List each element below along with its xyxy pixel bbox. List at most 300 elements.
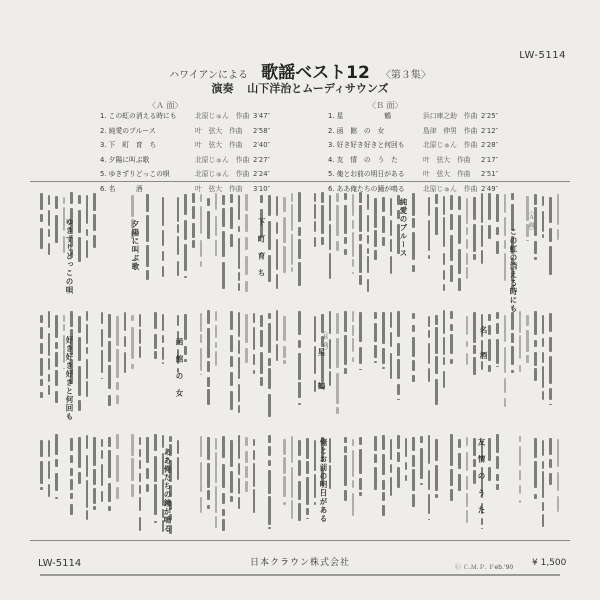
lyric-text-stroke <box>466 510 469 523</box>
lyric-text-stroke <box>466 452 469 471</box>
lyric-text-stroke <box>78 237 81 262</box>
lyric-text-stroke <box>169 436 172 442</box>
lyric-text-stroke <box>260 315 263 327</box>
lyric-text-column <box>524 188 531 540</box>
lyric-text-stroke <box>428 494 431 514</box>
lyric-text-stroke <box>78 400 81 411</box>
lyric-text-stroke <box>298 227 301 237</box>
lyric-heading: 函 館 の 女 <box>175 338 184 398</box>
lyric-text-stroke <box>336 241 339 251</box>
lyric-text-stroke <box>488 314 491 321</box>
lyric-text-stroke <box>48 243 51 255</box>
lyric-text-stroke <box>298 192 301 222</box>
lyric-text-stroke <box>55 391 58 403</box>
lyric-text-stroke <box>428 197 431 216</box>
lyric-text-stroke <box>40 343 43 353</box>
lyric-text-stroke <box>542 315 545 334</box>
lyric-text-stroke <box>549 438 552 455</box>
track-title: ああ俺たちの鐘が鳴る <box>336 184 405 193</box>
lyric-text-stroke <box>412 218 415 227</box>
lyric-text-stroke <box>443 337 446 355</box>
lyric-text-stroke <box>184 244 187 271</box>
lyric-text-stroke <box>283 217 286 242</box>
lyric-text-stroke <box>154 312 157 330</box>
lyric-text-stroke <box>116 434 119 449</box>
lyric-text-stroke <box>367 235 370 244</box>
lyric-text-stroke <box>352 194 355 216</box>
lyric-text-stroke <box>382 348 385 364</box>
lyric-text-stroke <box>412 193 415 216</box>
lyric-text-stroke <box>382 367 385 368</box>
lyric-text-stroke <box>450 214 453 229</box>
lyric-text-stroke <box>78 366 81 396</box>
lyric-text-stroke <box>397 467 400 487</box>
lyric-text-stroke <box>435 207 438 236</box>
lyric-text-stroke <box>382 216 385 234</box>
lyric-text-stroke <box>245 194 248 211</box>
lyric-text-stroke <box>450 235 453 262</box>
lyric-text-stroke <box>382 492 385 501</box>
lyric-text-column <box>380 188 387 540</box>
footer-price: ¥ 1,500 <box>532 558 567 568</box>
lyric-text-stroke <box>428 316 431 327</box>
lyric-text-stroke <box>55 434 58 455</box>
lyric-text-stroke <box>374 198 377 228</box>
lyric-text-stroke <box>344 368 347 375</box>
lyric-text-stroke <box>253 439 256 446</box>
lyric-text-stroke <box>526 330 529 352</box>
lyric-text-stroke <box>435 356 438 374</box>
lyric-text-stroke <box>207 437 210 461</box>
lyric-text-stroke <box>450 334 453 354</box>
lyric-text-stroke <box>154 334 157 348</box>
lyric-text-stroke <box>238 435 241 459</box>
lyric-text-stroke <box>352 232 355 257</box>
lyric-text-stroke <box>215 325 218 338</box>
divider-bottom <box>30 540 570 541</box>
lyric-text-column <box>76 188 83 540</box>
lyric-text-stroke <box>215 438 218 450</box>
lyric-text-stroke <box>542 234 545 238</box>
lyric-text-stroke <box>78 316 81 333</box>
lyric-text-stroke <box>93 506 96 510</box>
lyric-text-column <box>410 188 417 540</box>
lyric-text-stroke <box>519 500 522 503</box>
lyric-text-stroke <box>336 373 339 404</box>
track-credit: 島津 伸男 作曲 <box>423 126 478 135</box>
lyric-text-stroke <box>283 197 286 212</box>
lyric-text-stroke <box>352 259 355 267</box>
lyric-text-stroke <box>40 315 43 323</box>
lyric-text-stroke <box>359 437 362 445</box>
lyric-text-stroke <box>230 440 233 467</box>
lyric-text-stroke <box>215 216 218 236</box>
lyric-text-stroke <box>162 251 165 261</box>
lyric-text-stroke <box>374 467 377 490</box>
lyric-text-stroke <box>253 450 256 460</box>
lyric-text-stroke <box>504 194 507 213</box>
lyric-text-stroke <box>291 234 294 264</box>
lyric-text-stroke <box>397 399 400 400</box>
lyric-text-stroke <box>177 440 180 454</box>
lyric-text-stroke <box>245 437 248 446</box>
lyric-text-stroke <box>405 438 408 458</box>
lyric-text-stroke <box>108 365 111 389</box>
lyric-text-stroke <box>534 494 537 499</box>
lyric-text-stroke <box>336 193 339 202</box>
lyric-text-stroke <box>329 311 332 334</box>
lyric-text-stroke <box>222 436 225 459</box>
lyric-text-stroke <box>435 379 438 405</box>
lyric-text-stroke <box>488 365 491 372</box>
lyric-text-column <box>220 188 227 540</box>
lyric-text-stroke <box>86 435 89 449</box>
lyric-text-stroke <box>268 323 271 353</box>
lyric-text-stroke <box>397 452 400 461</box>
lyric-text-stroke <box>162 314 165 332</box>
lyric-text-stroke <box>177 236 180 255</box>
lyric-text-stroke <box>314 502 317 505</box>
performer-label: 演奏 <box>211 82 234 95</box>
lyric-text-stroke <box>466 437 469 446</box>
lyric-text-stroke <box>352 338 355 351</box>
lyric-text-stroke <box>40 214 43 222</box>
lyric-text-stroke <box>283 439 286 454</box>
lyric-text-stroke <box>352 450 355 477</box>
lyric-text-column <box>84 188 91 540</box>
lyric-text-stroke <box>238 195 241 220</box>
lyric-text-column <box>532 188 539 540</box>
lyric-heading: 好き好き好きと何回も <box>65 336 74 421</box>
lyric-text-column <box>433 188 440 540</box>
lyric-text-stroke <box>207 310 210 323</box>
lyric-text-stroke <box>101 350 104 372</box>
lyric-text-stroke <box>443 371 446 389</box>
lyric-text-stroke <box>298 503 301 522</box>
lyric-text-stroke <box>291 500 294 519</box>
lyric-text-stroke <box>139 460 142 470</box>
lyric-text-stroke <box>466 227 469 235</box>
lyric-text-stroke <box>48 440 51 457</box>
track-credit: 叶 弦大 作曲 <box>195 184 243 193</box>
lyric-text-stroke <box>382 480 385 490</box>
lyric-text-stroke <box>549 313 552 332</box>
track-time: 2′25″ <box>481 112 499 120</box>
lyric-text-stroke <box>542 391 545 400</box>
lyric-text-stroke <box>359 275 362 285</box>
lyric-text-stroke <box>268 460 271 466</box>
lyric-text-stroke <box>344 446 347 453</box>
lyric-text-stroke <box>458 474 461 491</box>
lyric-text-stroke <box>86 455 89 477</box>
lyric-text-stroke <box>260 377 263 387</box>
lyric-text-stroke <box>40 327 43 339</box>
lyric-text-stroke <box>215 351 218 366</box>
lyric-text-stroke <box>390 239 393 252</box>
track-row: 3. 好き好き好きと何回も 北原じゅん 作曲 2′28″ <box>328 138 568 153</box>
lyric-heading: ああ俺たちの鐘が鳴る <box>163 448 172 533</box>
lyric-text-stroke <box>359 192 362 203</box>
lyric-text-stroke <box>146 468 149 479</box>
lyric-text-stroke <box>390 220 393 237</box>
lyric-heading: 純愛のブルース <box>399 198 408 258</box>
lyric-text-stroke <box>162 266 165 277</box>
lyric-text-column <box>555 188 562 540</box>
lyric-text-stroke <box>336 313 339 333</box>
lyric-text-stroke <box>116 316 119 346</box>
lyric-text-stroke <box>40 358 43 377</box>
lyric-text-stroke <box>177 457 180 479</box>
lyric-text-stroke <box>359 492 362 495</box>
lyric-text-stroke <box>314 204 317 218</box>
lyric-text-stroke <box>238 238 241 269</box>
lyric-text-stroke <box>70 468 73 476</box>
lyric-text-stroke <box>268 394 271 417</box>
lyric-text-stroke <box>374 436 377 451</box>
lyric-text-stroke <box>367 194 370 210</box>
lyric-text-stroke <box>230 207 233 230</box>
lyric-text-stroke <box>70 504 73 515</box>
lyric-text-stroke <box>314 316 317 342</box>
lyric-text-stroke <box>146 484 149 492</box>
lyric-text-stroke <box>321 237 324 245</box>
lyric-text-stroke <box>139 437 142 445</box>
lyric-text-stroke <box>450 434 453 466</box>
lyric-text-stroke <box>139 497 142 511</box>
lyric-text-stroke <box>298 403 301 404</box>
lyric-text-stroke <box>40 461 43 484</box>
lyric-text-stroke <box>245 481 248 492</box>
track-title: 好き好き好きと何回も <box>336 141 405 149</box>
lyric-text-stroke <box>215 240 218 256</box>
lyric-text-stroke <box>131 484 134 496</box>
lyric-text-stroke <box>504 253 507 280</box>
lyric-text-stroke <box>504 378 507 392</box>
track-time: 3′10″ <box>253 184 271 193</box>
lyric-text-stroke <box>55 459 58 467</box>
lyric-text-stroke <box>200 348 203 371</box>
lyric-text-stroke <box>534 311 537 334</box>
lyric-text-stroke <box>238 463 241 475</box>
lyric-text-stroke <box>496 474 499 482</box>
track-row: 4. 友 情 の う た 叶 弦大 作曲 2′17″ <box>328 153 568 168</box>
lyric-text-stroke <box>101 312 104 324</box>
lyric-text-stroke <box>314 193 317 202</box>
lyric-text-stroke <box>481 250 484 264</box>
lyric-text-column <box>357 188 364 540</box>
lyric-text-stroke <box>238 357 241 379</box>
lyric-text-stroke <box>139 346 142 359</box>
lyric-text-stroke <box>549 356 552 384</box>
lyric-text-stroke <box>374 361 377 363</box>
track-title: 友 情 の う た <box>336 155 398 164</box>
lyric-text-stroke <box>215 193 218 210</box>
lyric-text-stroke <box>245 256 248 274</box>
lyric-text-stroke <box>443 310 446 333</box>
lyric-text-stroke <box>450 489 453 501</box>
side-a-label: 〈Ａ 面〉 <box>148 101 183 110</box>
lyric-text-stroke <box>329 253 332 278</box>
lyric-text-stroke <box>78 210 81 233</box>
track-title: 俺とお前の明日がある <box>336 170 405 178</box>
lyric-text-stroke <box>511 333 514 343</box>
lyric-text-stroke <box>428 220 431 251</box>
lyric-text-stroke <box>359 312 362 342</box>
lyric-text-stroke <box>557 229 560 240</box>
lyric-text-stroke <box>519 485 522 494</box>
lyric-text-column <box>464 188 471 540</box>
lyric-text-stroke <box>55 196 58 209</box>
lyric-text-column <box>152 188 159 540</box>
lyric-text-stroke <box>55 473 58 491</box>
lyric-text-stroke <box>70 493 73 500</box>
lyric-text-stroke <box>450 195 453 210</box>
lyric-text-stroke <box>390 332 393 347</box>
lyric-text-stroke <box>40 440 43 457</box>
lyric-text-stroke <box>458 439 461 448</box>
lyric-text-stroke <box>390 353 393 380</box>
lyric-text-stroke <box>557 194 560 225</box>
lyric-text-stroke <box>374 230 377 247</box>
track-title: 夕陽に叫ぶ歌 <box>108 155 150 164</box>
lyric-text-stroke <box>222 509 225 516</box>
lyric-text-stroke <box>146 270 149 280</box>
lyric-text-stroke <box>253 489 256 512</box>
lyric-text-stroke <box>116 487 119 499</box>
lyric-heading: 夕陽に叫ぶ歌 <box>131 220 140 271</box>
lyric-text-stroke <box>382 312 385 344</box>
lyric-text-stroke <box>298 353 301 379</box>
lyric-text-stroke <box>473 357 476 375</box>
lyric-text-stroke <box>412 494 415 507</box>
lyric-text-column <box>205 188 212 540</box>
lyric-text-stroke <box>405 462 408 469</box>
lyric-text-column <box>274 188 281 540</box>
lyric-text-stroke <box>108 506 111 510</box>
lyric-text-stroke <box>511 346 514 365</box>
lyric-text-stroke <box>276 222 279 235</box>
lyric-text-stroke <box>40 379 43 386</box>
lyric-text-stroke <box>549 473 552 485</box>
lyric-text-stroke <box>207 328 210 358</box>
lyric-text-stroke <box>101 439 104 447</box>
lyric-text-stroke <box>466 267 469 279</box>
lyric-text-stroke <box>519 446 522 466</box>
title-suffix: 〈第３集〉 <box>380 70 431 81</box>
lyric-text-stroke <box>116 349 119 377</box>
lyric-text-stroke <box>435 194 438 204</box>
lyric-text-stroke <box>86 480 89 508</box>
lyric-text-stroke <box>382 505 385 516</box>
lyric-text-stroke <box>222 231 225 258</box>
lyric-text-stroke <box>70 455 73 463</box>
lyric-text-column <box>144 188 151 540</box>
lyric-text-stroke <box>390 477 393 496</box>
lyric-text-stroke <box>314 440 317 471</box>
lyric-text-column <box>448 188 455 540</box>
lyric-text-stroke <box>534 368 537 382</box>
lyric-text-stroke <box>466 253 469 265</box>
lyric-text-stroke <box>466 316 469 336</box>
lyric-text-stroke <box>184 194 187 215</box>
lyric-text-stroke <box>245 214 248 232</box>
lyric-text-column <box>281 188 288 540</box>
track-title: 星 鶴 <box>336 112 392 120</box>
lyric-text-stroke <box>428 470 431 490</box>
lyric-text-stroke <box>352 439 355 446</box>
lyric-text-stroke <box>397 343 400 356</box>
lyric-text-stroke <box>450 324 453 331</box>
track-credit: 北原じゅん 作曲 <box>195 112 250 120</box>
lyric-text-column <box>547 188 554 540</box>
track-credit: 北原じゅん 作曲 <box>423 184 478 193</box>
lyric-text-stroke <box>511 312 514 330</box>
title-prefix: ハワイアンによる <box>169 70 249 81</box>
lyric-text-stroke <box>466 341 469 347</box>
lyric-text-stroke <box>192 240 195 247</box>
lyric-text-stroke <box>238 478 241 494</box>
lyric-text-stroke <box>367 279 370 292</box>
lyric-text-stroke <box>352 325 355 336</box>
lyric-text-stroke <box>374 323 377 342</box>
track-time: 2′27″ <box>253 155 271 164</box>
lyric-text-stroke <box>238 226 241 233</box>
lyric-text-stroke <box>549 337 552 352</box>
track-row: 1. 星 鶴 浜口庫之助 作曲 2′25″ <box>328 109 568 124</box>
lyric-text-stroke <box>154 521 157 523</box>
lyric-text-stroke <box>390 256 393 274</box>
lyric-text-stroke <box>542 461 545 469</box>
lyric-text-stroke <box>496 194 499 222</box>
lyric-text-column <box>540 188 547 540</box>
lyric-text-column <box>99 188 106 540</box>
divider-top <box>30 181 570 182</box>
lyric-text-stroke <box>519 436 522 442</box>
lyric-text-column <box>426 188 433 540</box>
lyric-text-column <box>441 188 448 540</box>
lyric-text-stroke <box>230 194 233 204</box>
catalog-number: LW-5114 <box>519 50 566 61</box>
lyric-text-stroke <box>63 197 66 204</box>
lyric-text-stroke <box>542 502 545 511</box>
lyric-text-stroke <box>48 333 51 356</box>
lyric-text-stroke <box>473 312 476 342</box>
lyric-text-column <box>38 188 45 540</box>
lyric-text-stroke <box>48 210 51 225</box>
footer-fine-print <box>40 574 560 577</box>
lyric-text-stroke <box>200 240 203 256</box>
lyric-text-stroke <box>78 437 81 468</box>
lyric-text-stroke <box>230 311 233 330</box>
lyric-text-column <box>334 188 341 540</box>
track-title: ゆきずりどっこの唄 <box>108 170 170 178</box>
lyric-text-stroke <box>86 311 89 321</box>
lyric-text-stroke <box>435 439 438 462</box>
lyric-text-stroke <box>215 486 218 513</box>
lyric-text-column <box>372 188 379 540</box>
lyric-text-stroke <box>412 265 415 273</box>
lyric-text-stroke <box>352 357 355 362</box>
lyric-text-column <box>418 188 425 540</box>
lyric-text-stroke <box>382 197 385 212</box>
lyric-text-stroke <box>230 356 233 367</box>
lyric-text-stroke <box>291 267 294 272</box>
track-title: 純愛のブルース <box>108 126 156 135</box>
lyric-text-stroke <box>283 502 286 505</box>
lyric-text-stroke <box>466 198 469 224</box>
lyric-text-stroke <box>55 497 58 500</box>
lyric-text-stroke <box>526 355 529 363</box>
